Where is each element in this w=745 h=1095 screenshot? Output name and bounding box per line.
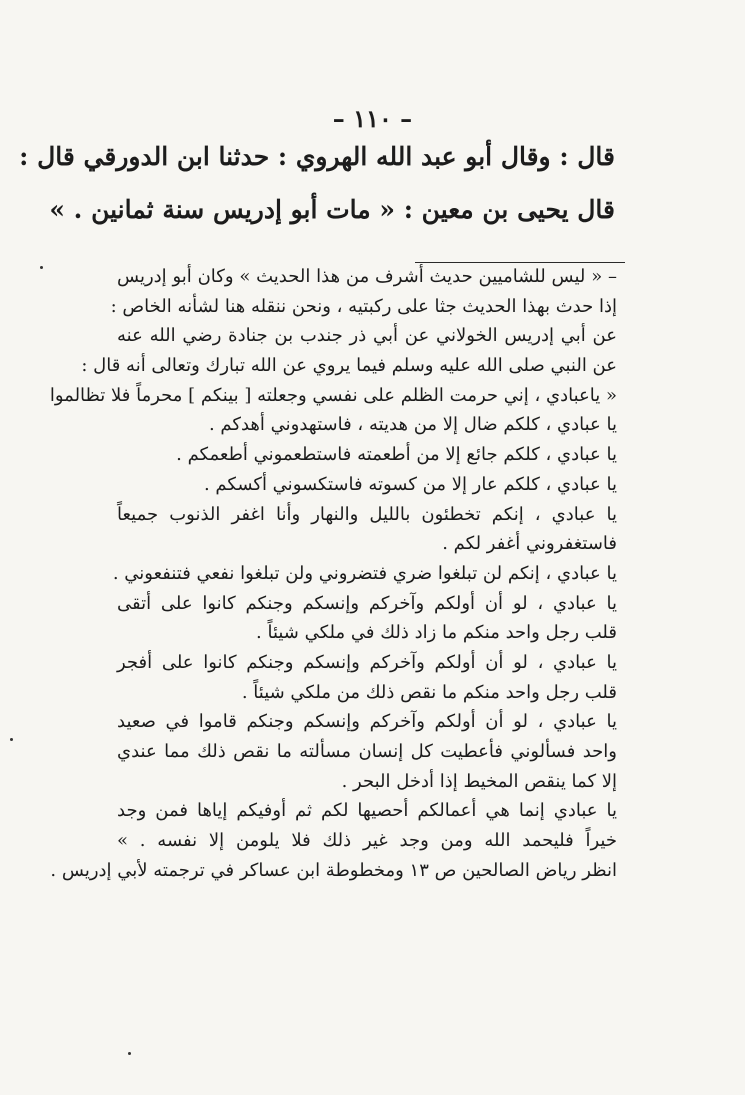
scan-speck xyxy=(128,1052,131,1055)
footnote-line: يا عبادي ، كلكم عار إلا من كسوته فاستكسوني أكسكم . xyxy=(203,473,617,495)
footnote-line: يا عبادي ، إنكم لن تبلغوا ضري فتضروني ولن تبلغوا نفعي فتنفعوني . xyxy=(112,562,617,584)
footnote xyxy=(49,262,617,885)
footnote-line: يا عبادي ، كلكم جائع إلا من أطعمته فاستطعموني أطعمكم . xyxy=(176,444,617,466)
footnote-line: قلب رجل واحد منكم ما نقص ذلك من ملكي شيئاً . xyxy=(241,681,617,703)
footnote-line: واحد فسألوني فأعطيت كل إنسان مسألته ما نقص ذلك مما عندي xyxy=(117,741,617,762)
footnote-line: يا عبادي ، لو أن أولكم وآخركم وإنسكم وجنكم قاموا في صعيد xyxy=(117,711,617,733)
footnote-line: يا عبادي ، لو أن أولكم وآخركم وإنسكم وجنكم كانوا على أتقى xyxy=(117,592,617,614)
footnote-line: عن النبي صلى الله عليه وسلم فيما يروي عن الله تبارك وتعالى أنه قال : xyxy=(81,355,617,377)
footnote-line: يا عبادي إنما هي أعمالكم أحصيها لكم ثم أوفيكم إياها فمن وجد xyxy=(117,800,617,822)
page-number: – ١١٠ – xyxy=(332,104,413,133)
footnote-line: – « ليس للشاميين حديث أشرف من هذا الحديث » وكان أبو إدريس xyxy=(117,266,617,287)
footnote-line: قلب رجل واحد منكم ما زاد ذلك في ملكي شيئاً . xyxy=(256,622,617,644)
footnote-line: إذا حدث بهذا الحديث جثا على ركبتيه ، ونحن ننقله هنا لشأنه الخاص : xyxy=(110,295,617,317)
main-text-line-2: قال يحيى بن معين : « مات أبو إدريس سنة ثمانين . » xyxy=(49,195,615,224)
footnote-line: خيراً فليحمد الله ومن وجد غير ذلك فلا يلومن إلا نفسه . » xyxy=(117,830,617,852)
footnote-line: يا عبادي ، إنكم تخطئون بالليل والنهار وأنا اغفر الذنوب جميعاً xyxy=(117,503,617,525)
scan-speck xyxy=(10,738,13,741)
footnote-line: إلا كما ينقص المخيط إذا أدخل البحر . xyxy=(341,770,617,792)
footnote-line: عن أبي إدريس الخولاني عن أبي ذر جندب بن جنادة رضي الله عنه xyxy=(117,325,617,347)
footnote-line: يا عبادي ، كلكم ضال إلا من هديته ، فاستهدوني أهدكم . xyxy=(208,414,617,436)
main-text-line-1: قال : وقال أبو عبد الله الهروي : حدثنا ابن الدورقي قال : xyxy=(19,142,615,171)
footnote-line: انظر رياض الصالحين ص ١٣ ومخطوطة ابن عساكر في ترجمته لأبي إدريس . xyxy=(50,859,617,881)
scan-speck xyxy=(40,266,43,269)
footnote-line: « ياعبادي ، إني حرمت الظلم على نفسي وجعلته [ بينكم ] محرماً فلا تظالموا xyxy=(49,384,617,406)
footnote-line: فاستغفروني أغفر لكم . xyxy=(442,533,617,555)
footnote-line: يا عبادي ، لو أن أولكم وآخركم وإنسكم وجنكم كانوا على أفجر xyxy=(117,651,617,673)
